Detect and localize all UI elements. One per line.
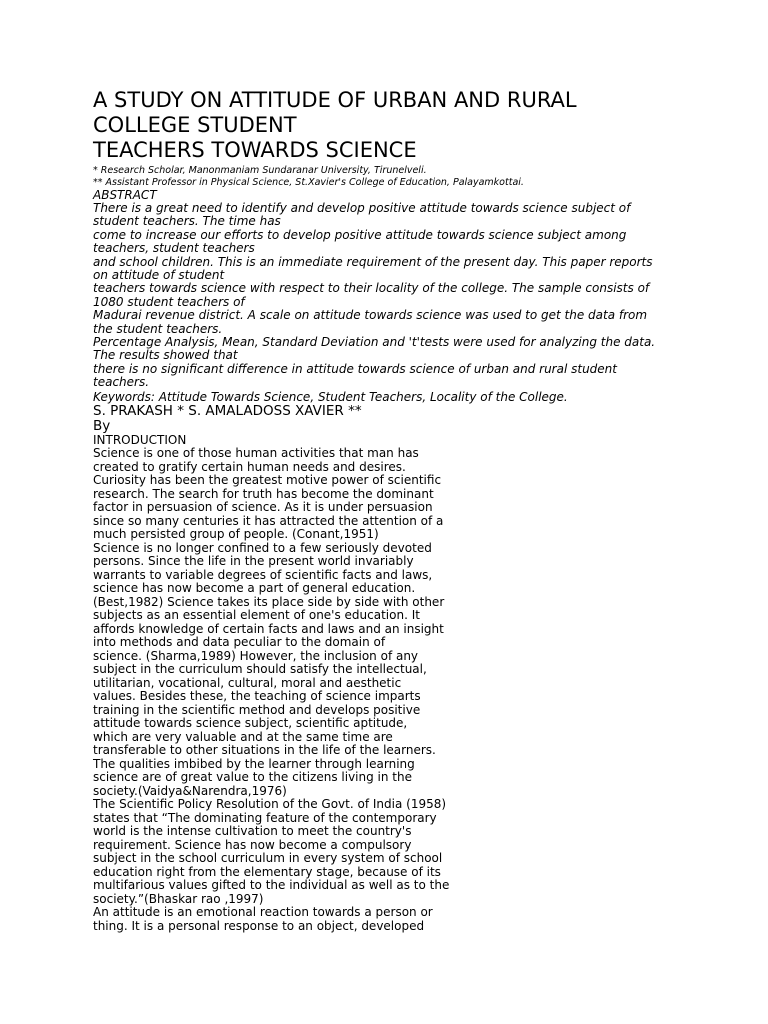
introduction-body (93, 447, 693, 933)
body-text-line: values. Besides these, the teaching of science imparts (93, 689, 421, 704)
document-page (93, 88, 693, 933)
body-text-line: warrants to variable degrees of scientific facts and laws, (93, 567, 433, 582)
body-text-line: society.”(Bhaskar rao ,1997) (93, 891, 264, 906)
body-text-line: persons. Since the life in the present world invariably (93, 554, 414, 569)
body-text-line: since so many centuries it has attracted the attention of a (93, 513, 444, 528)
body-text-line: training in the scientific method and develops positive (93, 702, 421, 717)
abstract-line: Madurai revenue district. A scale on attitude towards science was used to get the data from (93, 308, 648, 323)
abstract-line: and school children. This is an immediate requirement of the present day. This paper reports (93, 254, 653, 269)
body-text-line: subject in the curriculum should satisfy the intellectual, (93, 662, 427, 677)
body-text-line: An attitude is an emotional reaction towards a person or (93, 905, 433, 920)
introduction-heading: INTRODUCTION (93, 432, 187, 447)
affiliation-line: ** Assistant Professor in Physical Science, St.Xavier's College of Education, Palayamkottai. (93, 176, 524, 188)
body-text-line: science are of great value to the citizens living in the (93, 770, 412, 785)
body-text-line: The Scientific Policy Resolution of the Govt. of India (1958) (93, 797, 447, 812)
abstract-section (93, 188, 693, 404)
by-line: By (93, 418, 111, 435)
keywords: Keywords: Attitude Towards Science, Student Teachers, Locality of the College. (93, 389, 568, 404)
body-text-line: created to gratify certain human needs and desires. (93, 459, 406, 474)
abstract-line: teachers. (93, 375, 150, 390)
affiliations (93, 165, 693, 188)
paper-title (93, 88, 693, 163)
body-text-line: affords knowledge of certain facts and laws and an insight (93, 621, 444, 636)
body-text-line: much persisted group of people. (Conant,1951) (93, 527, 379, 542)
abstract-line: come to increase our efforts to develop positive attitude towards science subject among (93, 227, 627, 242)
body-text-line: thing. It is a personal response to an object, developed (93, 918, 425, 933)
body-text-line: (Best,1982) Science takes its place side by side with other (93, 594, 445, 609)
body-text-line: Curiosity has been the greatest motive power of scientific (93, 473, 442, 488)
body-text-line: science has now become a part of general education. (93, 581, 416, 596)
body-text-line: multifarious values gifted to the individual as well as to the (93, 878, 450, 893)
body-text-line: utilitarian, vocational, cultural, moral and aesthetic (93, 675, 402, 690)
title-line: A STUDY ON ATTITUDE OF URBAN AND RURAL (93, 88, 577, 112)
abstract-line: teachers towards science with respect to their locality of the college. The sample consists of (93, 281, 650, 296)
body-text-line: society.(Vaidya&Narendra,1976) (93, 783, 287, 798)
body-text-line: requirement. Science has now become a compulsory (93, 837, 412, 852)
title-line: COLLEGE STUDENT (93, 113, 297, 137)
abstract-line: There is a great need to identify and develop positive attitude towards science subject of (93, 201, 631, 215)
abstract-line: on attitude of student (93, 268, 225, 283)
body-text-line: attitude towards science subject, scientific aptitude, (93, 716, 408, 731)
body-text-line: which are very valuable and at the same time are (93, 729, 393, 744)
body-text-line: into methods and data peculiar to the domain of (93, 635, 386, 650)
body-text-line: The qualities imbibed by the learner through learning (93, 756, 415, 771)
introduction-section (93, 434, 693, 934)
body-text-line: Science is no longer confined to a few seriously devoted (93, 540, 432, 555)
body-text-line: Science is one of those human activities that man has (93, 446, 419, 461)
abstract-line: the student teachers. (93, 321, 223, 336)
abstract-line: The results showed that (93, 348, 238, 363)
body-text-line: education right from the elementary stage, because of its (93, 864, 441, 879)
abstract-body (93, 202, 693, 390)
body-text-line: research. The search for truth has become the dominant (93, 486, 434, 501)
title-line: TEACHERS TOWARDS SCIENCE (93, 138, 417, 162)
authors: S. PRAKASH * S. AMALADOSS XAVIER ** (93, 402, 362, 419)
body-text-line: subject in the school curriculum in every system of school (93, 851, 443, 866)
abstract-line: Percentage Analysis, Mean, Standard Deviation and 't'tests were used for analyzing the data. (93, 335, 656, 350)
abstract-line: there is no significant difference in attitude towards science of urban and rural student (93, 361, 617, 376)
body-text-line: states that “The dominating feature of the contemporary (93, 810, 437, 825)
body-text-line: factor in persuasion of science. As it is under persuasion (93, 500, 433, 515)
abstract-line: teachers, student teachers (93, 241, 255, 256)
affiliation-line: * Research Scholar, Manonmaniam Sundaranar University, Tirunelveli. (93, 165, 427, 176)
abstract-line: 1080 student teachers of (93, 294, 245, 309)
body-text-line: science. (Sharma,1989) However, the inclusion of any (93, 648, 419, 663)
abstract-line: student teachers. The time has (93, 214, 281, 229)
body-text-line: transferable to other situations in the life of the learners. (93, 743, 436, 758)
body-text-line: world is the intense cultivation to meet the country's (93, 824, 412, 839)
abstract-heading: ABSTRACT (93, 188, 157, 202)
body-text-line: subjects as an essential element of one's education. It (93, 608, 420, 623)
